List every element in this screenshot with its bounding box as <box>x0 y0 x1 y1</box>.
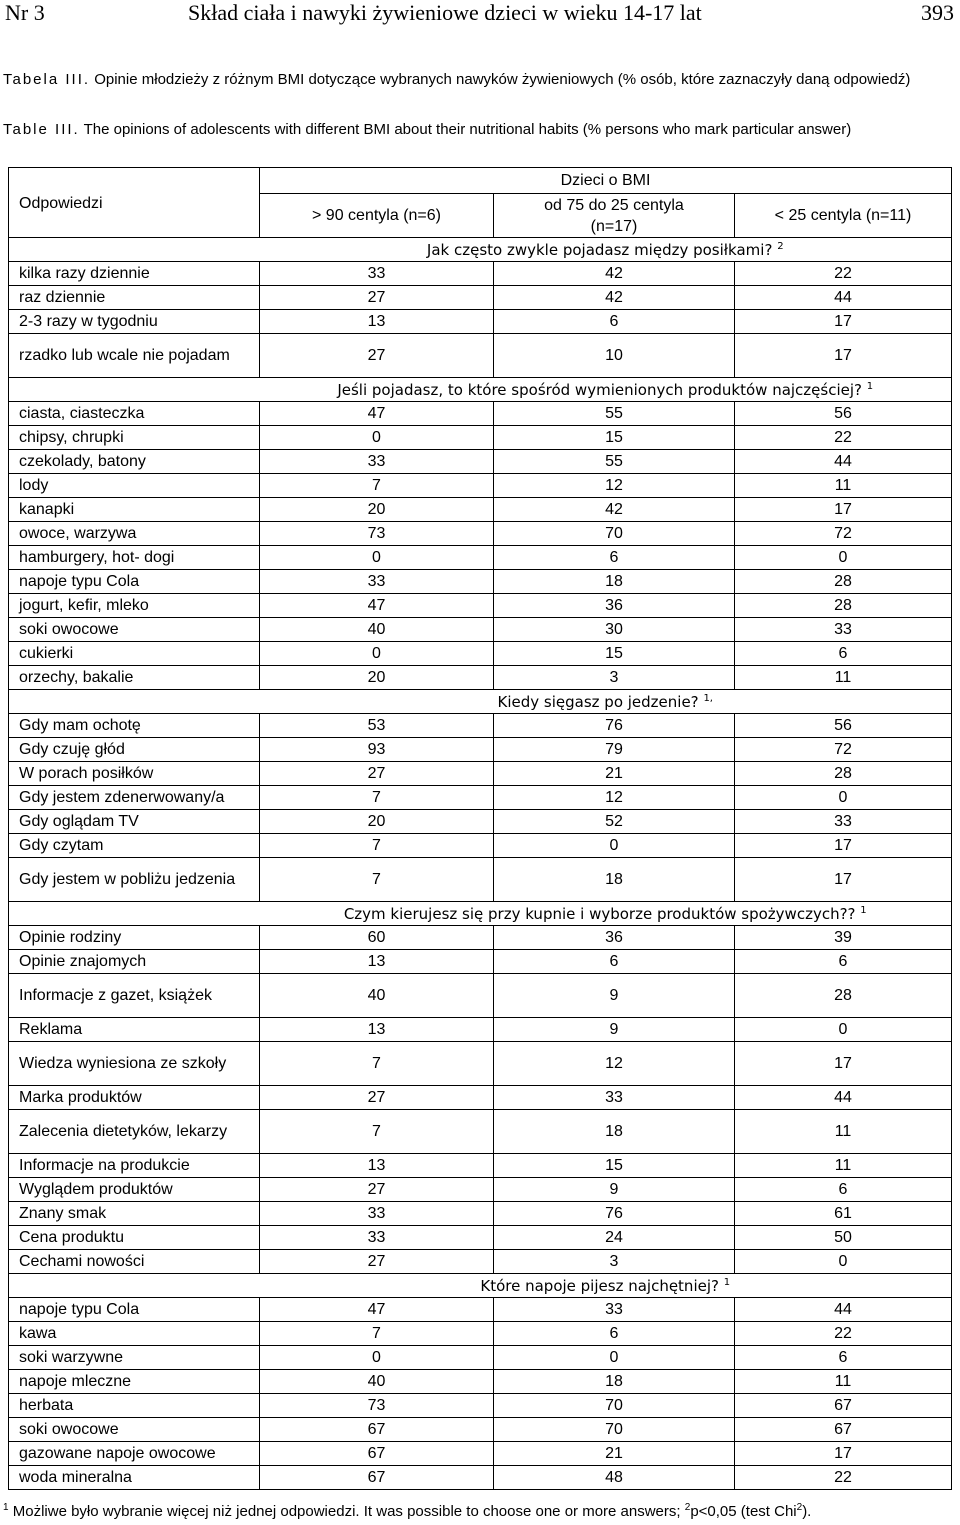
table-row <box>9 1018 952 1042</box>
value-under-25: 6 <box>735 950 952 974</box>
value-over-90: 13 <box>260 1018 494 1042</box>
answers-header: Odpowiedzi <box>9 168 260 238</box>
section-question <box>260 902 952 926</box>
value-75-25: 15 <box>494 642 735 666</box>
section-question <box>260 1274 952 1298</box>
value-under-25: 0 <box>735 546 952 570</box>
value-75-25: 6 <box>494 546 735 570</box>
value-under-25: 11 <box>735 1110 952 1154</box>
value-over-90: 53 <box>260 714 494 738</box>
value-over-90: 27 <box>260 762 494 786</box>
value-75-25: 9 <box>494 974 735 1018</box>
value-under-25: 0 <box>735 1250 952 1274</box>
value-75-25: 36 <box>494 594 735 618</box>
value-75-25: 9 <box>494 1018 735 1042</box>
table-row <box>9 950 952 974</box>
table-row <box>9 974 952 1018</box>
answer-label: Cena produktu <box>9 1226 260 1250</box>
value-over-90: 47 <box>260 1298 494 1322</box>
column-header-line: od 75 do 25 centyla <box>544 196 684 214</box>
value-under-25: 28 <box>735 974 952 1018</box>
table-row <box>9 286 952 310</box>
value-over-90: 7 <box>260 1042 494 1086</box>
section-footnote-marker: 1, <box>703 692 713 704</box>
value-over-90: 0 <box>260 1346 494 1370</box>
value-75-25: 30 <box>494 618 735 642</box>
value-under-25: 44 <box>735 1086 952 1110</box>
answer-label: cukierki <box>9 642 260 666</box>
answer-label: kawa <box>9 1322 260 1346</box>
table-row <box>9 1346 952 1370</box>
value-over-90: 7 <box>260 1322 494 1346</box>
answer-label: Reklama <box>9 1018 260 1042</box>
answer-label: gazowane napoje owocowe <box>9 1442 260 1466</box>
column-header-line: (n=17) <box>590 217 638 235</box>
answer-label: W porach posiłków <box>9 762 260 786</box>
value-under-25: 17 <box>735 498 952 522</box>
value-over-90: 20 <box>260 810 494 834</box>
table-row <box>9 1322 952 1346</box>
value-75-25: 42 <box>494 262 735 286</box>
footnote-marker: 2 <box>684 1502 691 1513</box>
caption-english <box>3 119 953 140</box>
answer-label: Wyglądem produktów <box>9 1178 260 1202</box>
value-75-25: 18 <box>494 1110 735 1154</box>
value-over-90: 27 <box>260 1086 494 1110</box>
answer-label: Opinie znajomych <box>9 950 260 974</box>
value-over-90: 7 <box>260 834 494 858</box>
value-over-90: 93 <box>260 738 494 762</box>
value-under-25: 28 <box>735 762 952 786</box>
value-over-90: 0 <box>260 546 494 570</box>
value-under-25: 0 <box>735 786 952 810</box>
value-75-25: 10 <box>494 334 735 378</box>
value-75-25: 42 <box>494 286 735 310</box>
table-row <box>9 714 952 738</box>
footnote-marker: 1 <box>3 1502 9 1513</box>
table-row <box>9 402 952 426</box>
value-under-25: 11 <box>735 1370 952 1394</box>
value-over-90: 20 <box>260 498 494 522</box>
answer-label: Gdy czuję głód <box>9 738 260 762</box>
value-75-25: 70 <box>494 1394 735 1418</box>
table-row <box>9 810 952 834</box>
footnote-marker: 2 <box>796 1502 803 1513</box>
table-row <box>9 498 952 522</box>
value-over-90: 67 <box>260 1466 494 1490</box>
table-row <box>9 1178 952 1202</box>
value-under-25: 39 <box>735 926 952 950</box>
table-row <box>9 666 952 690</box>
running-header <box>0 0 960 26</box>
table-row <box>9 926 952 950</box>
value-under-25: 6 <box>735 1178 952 1202</box>
value-under-25: 22 <box>735 426 952 450</box>
value-over-90: 13 <box>260 950 494 974</box>
section-header-spacer <box>9 378 260 402</box>
answer-label: woda mineralna <box>9 1466 260 1490</box>
value-over-90: 33 <box>260 570 494 594</box>
table-row <box>9 738 952 762</box>
value-under-25: 11 <box>735 474 952 498</box>
footnote-text: Możliwe było wybranie więcej niż jednej odpowiedzi. It was possible to choose one or more answers; <box>12 1503 681 1520</box>
value-under-25: 44 <box>735 286 952 310</box>
value-over-90: 60 <box>260 926 494 950</box>
value-75-25: 0 <box>494 834 735 858</box>
answer-label: Informacje na produkcie <box>9 1154 260 1178</box>
value-over-90: 0 <box>260 642 494 666</box>
answer-label: Gdy mam ochotę <box>9 714 260 738</box>
answer-label: soki owocowe <box>9 1418 260 1442</box>
table-row <box>9 262 952 286</box>
value-under-25: 56 <box>735 714 952 738</box>
value-over-90: 40 <box>260 618 494 642</box>
value-75-25: 24 <box>494 1226 735 1250</box>
value-75-25: 36 <box>494 926 735 950</box>
answer-label: Zalecenia dietetyków, lekarzy <box>9 1110 260 1154</box>
section-header-row <box>9 1274 952 1298</box>
value-over-90: 73 <box>260 522 494 546</box>
answer-label: Marka produktów <box>9 1086 260 1110</box>
value-under-25: 72 <box>735 522 952 546</box>
data-table <box>8 167 952 1490</box>
table-row <box>9 1394 952 1418</box>
caption-text: The opinions of adolescents with different BMI about their nutritional habits (% persons who mark particular answer) <box>83 121 852 138</box>
answer-label: chipsy, chrupki <box>9 426 260 450</box>
section-footnote-marker: 1 <box>860 904 867 916</box>
issue-number: Nr 3 <box>5 0 45 25</box>
value-over-90: 33 <box>260 1202 494 1226</box>
bmi-group-header: Dzieci o BMI <box>260 168 952 194</box>
value-over-90: 7 <box>260 1110 494 1154</box>
table-row <box>9 834 952 858</box>
value-under-25: 11 <box>735 1154 952 1178</box>
table-row <box>9 618 952 642</box>
value-75-25: 9 <box>494 1178 735 1202</box>
caption-label: Tabela III. <box>3 71 91 88</box>
section-header-spacer <box>9 1274 260 1298</box>
answer-label: hamburgery, hot- dogi <box>9 546 260 570</box>
value-75-25: 76 <box>494 1202 735 1226</box>
value-75-25: 52 <box>494 810 735 834</box>
value-over-90: 47 <box>260 402 494 426</box>
caption-text: Opinie młodzieży z różnym BMI dotyczące wybranych nawyków żywieniowych (% osób, które zaznaczyły daną odpowiedź) <box>94 71 911 88</box>
value-under-25: 72 <box>735 738 952 762</box>
value-75-25: 3 <box>494 666 735 690</box>
section-header-spacer <box>9 238 260 262</box>
value-75-25: 12 <box>494 786 735 810</box>
value-under-25: 56 <box>735 402 952 426</box>
column-header-75-25 <box>494 194 735 238</box>
section-question <box>260 238 952 262</box>
value-75-25: 79 <box>494 738 735 762</box>
value-75-25: 33 <box>494 1298 735 1322</box>
value-under-25: 67 <box>735 1394 952 1418</box>
value-75-25: 55 <box>494 402 735 426</box>
value-over-90: 47 <box>260 594 494 618</box>
value-75-25: 12 <box>494 1042 735 1086</box>
value-under-25: 28 <box>735 570 952 594</box>
value-75-25: 12 <box>494 474 735 498</box>
caption-polish <box>3 69 953 90</box>
section-header-spacer <box>9 690 260 714</box>
value-under-25: 33 <box>735 618 952 642</box>
section-question-text: Jeśli pojadasz, to które spośród wymienionych produktów najczęściej? <box>337 380 862 399</box>
section-header-row <box>9 238 952 262</box>
table-row <box>9 426 952 450</box>
footnote-text: ). <box>802 1503 812 1520</box>
table-row <box>9 1442 952 1466</box>
answer-label: Znany smak <box>9 1202 260 1226</box>
section-header-row <box>9 902 952 926</box>
answer-label: napoje mleczne <box>9 1370 260 1394</box>
value-over-90: 73 <box>260 1394 494 1418</box>
value-75-25: 42 <box>494 498 735 522</box>
table-row <box>9 1110 952 1154</box>
table-row <box>9 1418 952 1442</box>
value-over-90: 27 <box>260 286 494 310</box>
value-75-25: 70 <box>494 522 735 546</box>
answer-label: Gdy czytam <box>9 834 260 858</box>
value-under-25: 17 <box>735 858 952 902</box>
table-row <box>9 858 952 902</box>
value-under-25: 61 <box>735 1202 952 1226</box>
answer-label: herbata <box>9 1394 260 1418</box>
value-under-25: 17 <box>735 310 952 334</box>
value-under-25: 0 <box>735 1018 952 1042</box>
table-row <box>9 594 952 618</box>
table-row <box>9 334 952 378</box>
table-row <box>9 1466 952 1490</box>
value-75-25: 0 <box>494 1346 735 1370</box>
value-under-25: 44 <box>735 1298 952 1322</box>
value-75-25: 18 <box>494 570 735 594</box>
value-over-90: 33 <box>260 1226 494 1250</box>
value-75-25: 6 <box>494 1322 735 1346</box>
answer-label: orzechy, bakalie <box>9 666 260 690</box>
answer-label: Gdy jestem w pobliżu jedzenia <box>9 858 260 902</box>
value-over-90: 40 <box>260 1370 494 1394</box>
value-75-25: 33 <box>494 1086 735 1110</box>
answer-label: Wiedza wyniesiona ze szkoły <box>9 1042 260 1086</box>
value-75-25: 48 <box>494 1466 735 1490</box>
answer-label: Gdy jestem zdenerwowany/a <box>9 786 260 810</box>
answer-label: jogurt, kefir, mleko <box>9 594 260 618</box>
answer-label: lody <box>9 474 260 498</box>
answer-label: 2-3 razy w tygodniu <box>9 310 260 334</box>
table-row <box>9 310 952 334</box>
value-under-25: 17 <box>735 1442 952 1466</box>
value-under-25: 33 <box>735 810 952 834</box>
table-row <box>9 1298 952 1322</box>
value-75-25: 15 <box>494 1154 735 1178</box>
section-footnote-marker: 1 <box>866 380 874 392</box>
value-under-25: 28 <box>735 594 952 618</box>
value-75-25: 55 <box>494 450 735 474</box>
value-75-25: 70 <box>494 1418 735 1442</box>
answer-label: soki warzywne <box>9 1346 260 1370</box>
value-under-25: 67 <box>735 1418 952 1442</box>
answer-label: Opinie rodziny <box>9 926 260 950</box>
value-under-25: 17 <box>735 1042 952 1086</box>
value-over-90: 7 <box>260 474 494 498</box>
section-question-text: Kiedy sięgasz po jedzenie? <box>497 692 699 711</box>
value-over-90: 67 <box>260 1442 494 1466</box>
value-under-25: 50 <box>735 1226 952 1250</box>
table-row <box>9 450 952 474</box>
value-75-25: 6 <box>494 950 735 974</box>
table-row <box>9 570 952 594</box>
section-header-row <box>9 690 952 714</box>
table-row <box>9 546 952 570</box>
section-footnote-marker: 1 <box>723 1276 731 1288</box>
section-question <box>260 690 952 714</box>
section-footnote-marker: 2 <box>777 240 784 252</box>
section-question-text: Czym kierujesz się przy kupnie i wyborze produktów spożywczych?? <box>343 904 856 923</box>
section-header-row <box>9 378 952 402</box>
answer-label: Gdy oglądam TV <box>9 810 260 834</box>
answer-label: raz dziennie <box>9 286 260 310</box>
table-row <box>9 1202 952 1226</box>
value-over-90: 7 <box>260 858 494 902</box>
value-under-25: 11 <box>735 666 952 690</box>
table-row <box>9 1250 952 1274</box>
table-row <box>9 1226 952 1250</box>
answer-label: kilka razy dziennie <box>9 262 260 286</box>
column-header-over-90: > 90 centyla (n=6) <box>260 194 494 238</box>
column-header-under-25: < 25 centyla (n=11) <box>735 194 952 238</box>
table-row <box>9 1086 952 1110</box>
value-75-25: 18 <box>494 858 735 902</box>
answer-label: owoce, warzywa <box>9 522 260 546</box>
value-under-25: 22 <box>735 1322 952 1346</box>
answer-label: Cechami nowości <box>9 1250 260 1274</box>
value-over-90: 27 <box>260 334 494 378</box>
value-over-90: 20 <box>260 666 494 690</box>
value-under-25: 44 <box>735 450 952 474</box>
value-over-90: 13 <box>260 310 494 334</box>
table-row <box>9 1042 952 1086</box>
footnote <box>3 1503 811 1520</box>
caption-label: Table III. <box>3 121 80 138</box>
section-question-text: Jak często zwykle pojadasz między posiłkami? <box>426 240 773 259</box>
answer-label: soki owocowe <box>9 618 260 642</box>
value-75-25: 3 <box>494 1250 735 1274</box>
value-over-90: 67 <box>260 1418 494 1442</box>
value-75-25: 18 <box>494 1370 735 1394</box>
value-over-90: 7 <box>260 786 494 810</box>
answer-label: Informacje z gazet, książek <box>9 974 260 1018</box>
table-row <box>9 522 952 546</box>
value-under-25: 6 <box>735 1346 952 1370</box>
page-number: 393 <box>921 0 954 25</box>
section-question-text: Które napoje pijesz najchętniej? <box>480 1276 719 1295</box>
value-under-25: 6 <box>735 642 952 666</box>
answer-label: napoje typu Cola <box>9 570 260 594</box>
value-75-25: 76 <box>494 714 735 738</box>
section-question <box>260 378 952 402</box>
value-over-90: 40 <box>260 974 494 1018</box>
running-title: Skład ciała i nawyki żywieniowe dzieci w wieku 14-17 lat <box>188 0 702 25</box>
table-row <box>9 786 952 810</box>
table-header-row <box>9 168 952 194</box>
answer-label: kanapki <box>9 498 260 522</box>
footnote-text: p<0,05 (test Chi <box>690 1503 797 1520</box>
table-row <box>9 474 952 498</box>
answer-label: czekolady, batony <box>9 450 260 474</box>
value-over-90: 27 <box>260 1250 494 1274</box>
table-row <box>9 642 952 666</box>
table-row <box>9 1370 952 1394</box>
value-over-90: 33 <box>260 262 494 286</box>
value-75-25: 15 <box>494 426 735 450</box>
value-75-25: 6 <box>494 310 735 334</box>
value-under-25: 17 <box>735 334 952 378</box>
table-row <box>9 1154 952 1178</box>
value-75-25: 21 <box>494 762 735 786</box>
value-over-90: 0 <box>260 426 494 450</box>
section-header-spacer <box>9 902 260 926</box>
value-over-90: 27 <box>260 1178 494 1202</box>
answer-label: ciasta, ciasteczka <box>9 402 260 426</box>
value-over-90: 33 <box>260 450 494 474</box>
value-over-90: 13 <box>260 1154 494 1178</box>
answer-label: napoje typu Cola <box>9 1298 260 1322</box>
table-row <box>9 762 952 786</box>
value-under-25: 22 <box>735 1466 952 1490</box>
answer-label: rzadko lub wcale nie pojadam <box>9 334 260 378</box>
value-under-25: 22 <box>735 262 952 286</box>
value-under-25: 17 <box>735 834 952 858</box>
value-75-25: 21 <box>494 1442 735 1466</box>
